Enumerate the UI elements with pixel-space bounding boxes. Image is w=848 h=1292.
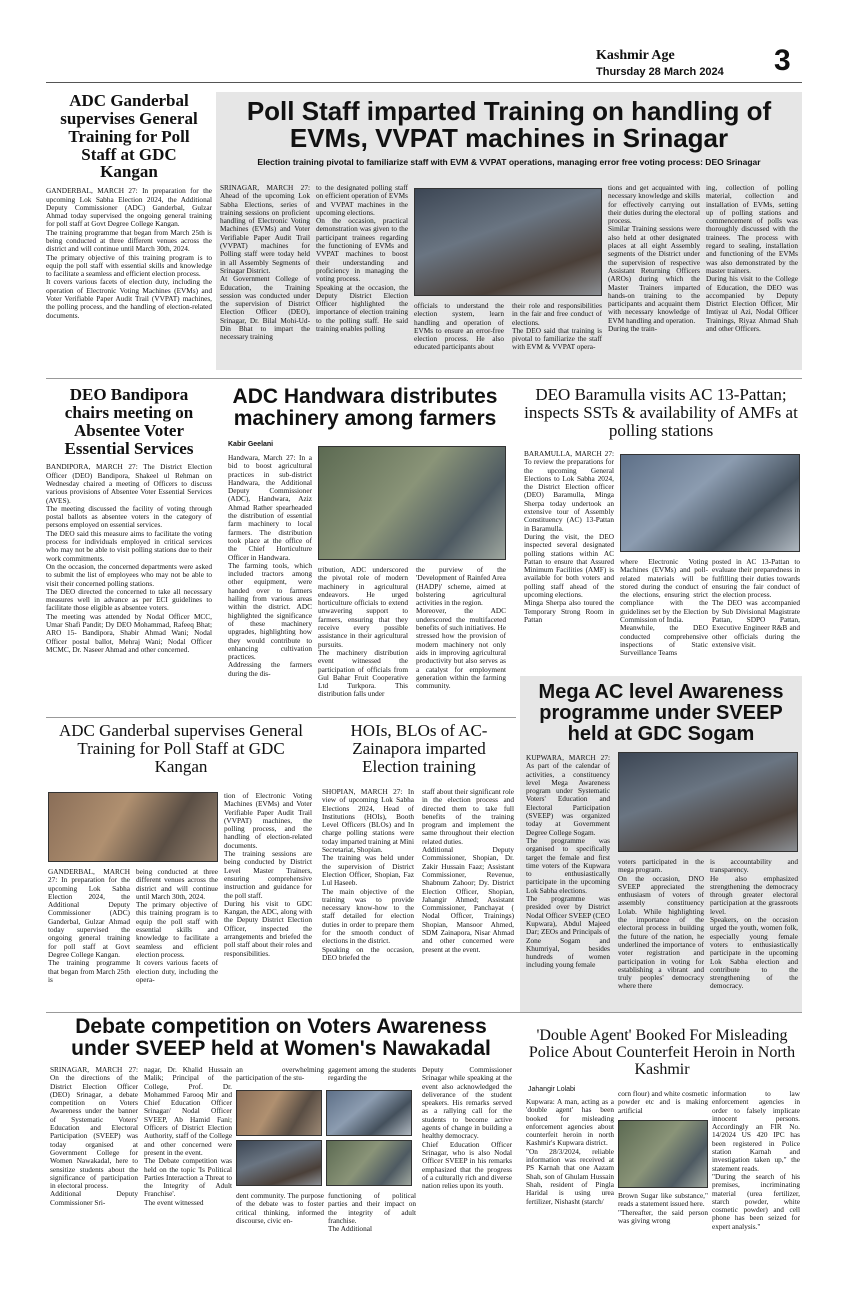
article-subtitle: Election training pivotal to familiarize staff with EVM & VVPAT operations, managing error free voting process: DEO Srinagar	[257, 156, 761, 167]
article-col-1: SRINAGAR, MARCH 27: Ahead of the upcoming Lok Sabha Elections, series of training sessions on proficient handling of Electronic Voting Machines (EVMs) and Voter Verifiable Paper Audit Trail (VVPAT) machines for Polling staff were today held in all Assembly Segments of Srinagar District. At Government College of Education, the Training session was conducted under the supervision of District Election Officer (DEO), Srinagar, Dr. Bilal Mohi-Ud-Din Bhat to impart the necessary training	[220, 183, 310, 342]
section-rule	[46, 1012, 802, 1013]
article-col-2: staff about their significant role in the election process and directed them to take full benefits of the training program and implement the same throughout their election related duties. Additional Deputy Commissioner, Shopian, Dr. Zakir Hussain Faaz; Assistant Commissioner, Revenue, Shabnum Zahoor; Dy. District Election Officer, Shopian, Jahangir Ahmed; Assistant Commissioner, Panchayat ( Nodal Officer, Trainings) Shopian, Mansoor Ahmed, SDM Zainapora, Nisar Ahmad and other concerned were present at the event.	[422, 787, 514, 954]
article-deo-baramulla	[520, 386, 802, 666]
article-headline: 'Double Agent' Booked For Misleading Police About Counterfeit Heroin in North Kashmir	[528, 1028, 796, 1078]
debate-photo-1	[236, 1090, 322, 1136]
article-col-4: their role and responsibilities in the fair and free conduct of elections. The DEO said that training is pivotal to familiarize the staff with EVM & VVPAT opera-	[512, 301, 602, 352]
awareness-photo	[618, 752, 798, 852]
article-col-1: Kupwara: A man, acting as a 'double agent' has been booked for misleading enforcement agencies about counterfeit heroin in north Kashmir's Kupwara district. "On 28/3/2024, reliable information was received at PS Karnah that one Aazam Shah, son of Ghulam Hussain Shah, resident of Pingla Haridal is using urea fertilizer, Nishasht (starch/	[526, 1097, 614, 1206]
article-col-2: tribution, ADC underscored the pivotal role of modern machinery in agricultural endeavors. He urged horticulture officials to extend unwavering support to farmers, ensuring that they receive every possible assistance in their agricultural pursuits. The machinery distribution event witnessed the participation of officials from Gul Bahar Fruit Cooperative Ltd Turkpora. This distribution falls under	[318, 565, 408, 699]
article-headline: HOIs, BLOs of AC-Zainapora imparted Election training	[350, 722, 488, 776]
article-col-5: Deputy Commissioner Srinagar while speaking at the event also acknowledged the deliverance of the student speakers. His remarks served as a rallying call for the students to become active agents of change in building a healthy democracy. Chief Education Officer Srinagar, who is also Nodal Officer SVEEP in his remarks emphasized that the progress of a culturally rich and diverse nation relies upon its youth.	[422, 1065, 512, 1191]
article-adc-ganderbal-1	[46, 92, 212, 372]
article-col-1: SHOPIAN, MARCH 27: In view of upcoming Lok Sabha Elections 2024, Head of Institutions (HOIs), Booth Level Officers (BLOs) and In charge polling stations were today imparted training at Mini Secretariat, Shopian. The training was held under the supervision of District Election Officer, Shopian, Faz Lul Haseeb. The main objective of the training was to provide necessary know-how to the staff detailed for election duties in order to prepare them for the smooth conduct of elections in the district. Speaking on the occasion, DEO briefed the	[322, 787, 414, 962]
article-col-3: posted in AC 13-Pattan to evaluate their preparedness in fulfilling their duties towards ensuring the fair conduct of the election process. The DEO was accompanied by Sub Divisional Magistrate Pattan, SDPO Pattan, Executive Engineer R&B and other officials during the extensive visit.	[712, 557, 800, 649]
training-photo	[48, 792, 218, 862]
article-col-2: voters participated in the mega program. On the occasion, DNO SVEEP appreciated the enthusiasm of voters of assembly constituency Lolab. While highlighting the importance of the electoral process in building the future of the nation, he underlined the importance of voter registration and participation in voting for establishing a vibrant and truly peoples' democracy where there	[618, 857, 704, 991]
article-col-3: the purview of the 'Development of Rainfed Area (HADP)' scheme, aimed at bolstering agricultural activities in the region. Moreover, the ADC underscored the multifaceted benefits of such initiatives. He stressed how the provision of modern machinery not only aids in improving agricultural productivity but also serves as a catalyst for employment generation within the farming community.	[416, 565, 506, 691]
article-col-3: an overwhelming participation of the stu-	[236, 1065, 324, 1083]
article-adc-handwara	[220, 386, 510, 716]
article-col-3: officials to understand the election system, learn handling and operation of EVMs to ensure an error-free election process. He also educated participants about	[414, 301, 504, 352]
machinery-photo	[318, 446, 506, 560]
article-body: GANDERBAL, MARCH 27: In preparation for the upcoming Lok Sabha Election 2024, the Additional Deputy Commissioner (ADC) Ganderbal, Gulzar Ahmad today supervised the ongoing general training for poll staff at Govt Degree College Kangan. The training programme that began from March 25th is being conducted at three different venues across the district and will continue until March 30th, 2024. The primary objective of this training program is to equip the poll staff with essential skills and knowledge to facilitate a seamless and efficient election process. It covers various facets of election duty, including the operation of Electronic Voting Machines (EVMs) and Voter Verifiable Paper Audit Trail (VVPAT) machines, the polling process, and the handling of election-related documents.	[46, 186, 212, 320]
article-headline: Mega AC level Awareness programme under SVEEP held at GDC Sogam	[538, 681, 784, 745]
article-hois-blos-zainapora	[320, 722, 518, 1008]
article-col-2: where Electronic Voting Machines (EVMs) and poll-related materials will be stored during the conduct of the elections, ensuring strict compliance with the guidelines set by the Election Commission of India. Meanwhile, the DEO conducted comprehensive inspections of Static Surveillance Teams	[620, 557, 708, 658]
debate-photo-2	[326, 1090, 412, 1136]
debate-photo-3	[236, 1140, 322, 1186]
page-number: 3	[774, 48, 791, 77]
article-double-agent	[522, 1028, 802, 1258]
article-col-4: gagement among the students regarding the	[328, 1065, 416, 1083]
article-col-3b: dent community. The purpose of the debate was to foster critical thinking, informed discourse, civic en-	[236, 1191, 324, 1225]
masthead-rule	[46, 82, 802, 83]
article-col-2: being conducted at three different venues across the district and will continue until March 30th, 2024. The primary objective of this training program is to equip the poll staff with essential skills and knowledge to facilitate a seamless and efficient election process. It covers various facets of election duty, including the opera-	[136, 867, 218, 984]
article-col-4b: functioning of political parties and their impact on the integrity of adult franchise. The Additional	[328, 1191, 416, 1234]
article-col-6: ing, collection of polling material, collection and installation of EVMs, setting up of polling stations and commencement of polls was thoroughly discussed with the trainees. The process with regard to sealing, installation and functioning of the EVMs was also demonstrated by the master trainers. During his visit to the College of Education, the DEO was accompanied by Deputy District Election Officer, Mir Imtiyaz ul Azi, Nodal Officer Trainings, Riyaz Ahmad Shah and other Officers.	[706, 183, 798, 334]
article-col-3: information to law enforcement agencies in order to falsely implicate innocent persons. Accordingly an FIR No. 14/2024 US 420 IPC has been registered in Police station Karnah and investigation taken up," the statement reads. "During the search of his premises, incriminating material (urea fertilizer, starch powder, white cosmetic powder) and cell phone has been seized for expert analysis."	[712, 1089, 800, 1231]
article-deo-bandipora	[46, 386, 212, 716]
masthead	[592, 48, 802, 82]
inspection-photo	[620, 454, 800, 552]
article-col-2: to the designated polling staff on efficient operation of EVMs and VVPAT machines in the upcoming elections. On the occasion, practical demonstration was given to the participant trainees regarding the functioning of EVMs and VVPAT machines to boost their understanding and proficiency in managing the voting process. Speaking at the occasion, the Deputy District Election Officer highlighted the importance of election training to the polling staff. He said training enables polling	[316, 183, 408, 334]
article-col-3: is accountability and transparency. He also emphasized strengthening the democracy through greater electoral participation at the grassroots level. Speakers, on the occasion urged the youth, women folk, especially young female voters to enthusiastically participate in the upcoming Lok Sabha election and contribute to the strengthening of the democracy.	[710, 857, 798, 991]
article-adc-ganderbal-2	[46, 722, 316, 1008]
article-headline: DEO Baramulla visits AC 13-Pattan; inspects SSTs & availability of AMFs at polling stations	[524, 386, 798, 440]
debate-photo-4	[326, 1140, 412, 1186]
article-col-1: Handwara, March 27: In a bid to boost agricultural practices in sub-district Handwara, the Additional Deputy Commissioner (ADC), Handwara, Aziz Ahmad Rather spearheaded the distribution of essential farm machinery to local farmers. The distribution took place at the office of the Chief Horticulture Officer in Handwara. The farming tools, which included tractors among other equipment, were handed over to farmers hailing from various areas within the district. ADC highlighted the significance of these machinery upgrades, highlighting how they would contribute to enhancing cultivation practices. Addressing the farmers during the dis-	[228, 453, 312, 678]
article-headline: ADC Ganderbal supervises General Training for Poll Staff at GDC Kangan	[60, 92, 198, 182]
police-photo	[618, 1120, 708, 1188]
article-headline: Debate competition on Voters Awareness under SVEEP held at Women's Nawakadal	[71, 1016, 491, 1061]
article-byline: Kabir Geelani	[228, 441, 274, 448]
article-body: BANDIPORA, MARCH 27: The District Election Officer (DEO) Bandipora, Shakeel ul Rehman on Wednesday chaired a meeting of Officers to discuss various provisions of Absentee Voter Essential Services (AVES). The meeting discussed the facility of voting through postal ballots as absentee voters in the category of persons employed on essential services. The DEO said this measure aims to facilitate the voting process for individuals employed in critical services who may not be able to visit polling stations due to their work commitments. On the occasion, the concerned departments were asked to submit the list of employees who may not be able to visit their concerned polling stations. The DEO directed the concerned to take all necessary measures well in advance as per ECI guidelines to facilitate those eligible as absentee voters. The meeting was attended by Nodal Officer MCC, Umar Shafi Pandit; Dy DEO Mohammad, Rafeeq Bhat; ARO 15- Bandipora, Shabir Ahmad Wani; Nodal Officer postal ballot, Mehraj Wani; Nodal Officer MCMC, Dr. Naseer Ahmad and other concerned.	[46, 462, 212, 654]
section-rule	[46, 717, 516, 718]
logo: Kashmir Age	[596, 48, 675, 63]
article-headline: Poll Staff imparted Training on handling of EVMs, VVPAT machines in Srinagar	[246, 96, 772, 154]
article-col-5: tions and get acquainted with necessary knowledge and skills for effectively carrying out their duties during the electoral process. Similar Training sessions were also held at other designated places at all eight Assembly segments of the District under the supervision of respective Assistant Returning Officers (AROs) during which the Master Trainers imparted hands-on training to the participants and acquaint them with necessary knowledge of EVM handling and operation. During the train-	[608, 183, 700, 334]
article-col-2: corn flour) and white cosmetic powder etc and is making artificial	[618, 1089, 708, 1115]
article-debate-nawakadal	[46, 1016, 516, 1256]
section-rule	[46, 378, 802, 379]
article-col-2: nagar, Dr. Khalid Hussain Malik; Principal of the College, Prof. Dr. Mohammed Farooq Mir and Chief Education Officer Srinagar/ Nodal Officer SVEEP, Ab Hamid Fani; Officers of District Election Authority, staff of the College and other concerned were present in the event. The Debate competition was held on the topic 'Is Political Parties Interaction a Threat to the Integrity of Adult Franchise'. The event witnessed	[144, 1065, 232, 1207]
article-col-1: GANDERBAL, MARCH 27: In preparation for the upcoming Lok Sabha Election 2024, the Additional Deputy Commissioner (ADC) Ganderbal, Gulzar Ahmad today supervised the ongoing general training for poll staff at Govt Degree College Kangan. The training programme that began from March 25th is	[48, 867, 130, 984]
article-col-2b: Brown Sugar like substance," reads a statement issued here. "Thereafter, the said person was giving wrong	[618, 1191, 708, 1225]
article-col-1: SRINAGAR, MARCH 27: On the directions of the District Election Officer (DEO) Srinagar, a debate competition on Voters Awareness under the banner of Systematic Voters' Education and Electoral Participation (SVEEP) was today organised at Government College for Women Nawakadal, here to sensitize students about the significance of participation in electoral process. Additional Deputy Commissioner Sri-	[50, 1065, 138, 1207]
article-col-1: KUPWARA, MARCH 27: As part of the calendar of activities, a constituency level Mega Awareness program under Systematic Voters' Education and Electoral Participation (SVEEP) was organized today at Government Degree College Sogam. The programme was organised to specifically target the female and first time voters of the Kupwara to enthusiastically participate in the upcoming Lok Sabha elections. The programme was presided over by District Nodal Officer SVEEP (CEO Kupwara), Abdul Majeed Dar; ZEOs and Principals of Zone Sogam and Khumriyal, besides hundreds of women including young female	[526, 753, 610, 970]
article-byline: Jahangir Lolabi	[528, 1086, 576, 1093]
article-headline: ADC Handwara distributes machinery among farmers	[232, 386, 498, 431]
article-headline: ADC Ganderbal supervises General Training for Poll Staff at GDC Kangan	[58, 722, 304, 776]
issue-date: Thursday 28 March 2024	[596, 66, 724, 78]
training-photo	[414, 188, 602, 296]
article-headline: DEO Bandipora chairs meeting on Absentee Voter Essential Services	[64, 386, 194, 458]
article-col-3: tion of Electronic Voting Machines (EVMs) and Voter Verifiable Paper Audit Trail (VVPAT) machines, the polling process, and the handling of election-related documents. The training sessions are being conducted by District Level Master Trainers, ensuring comprehensive instruction and guidance for the poll staff. During his visit to GDC Kangan, the ADC, along with the Deputy District Election Officer, inspected the arrangements and briefed the poll staff about their roles and responsibilities.	[224, 791, 312, 958]
article-mega-awareness-sogam	[520, 676, 802, 1012]
article-poll-staff-srinagar	[216, 92, 802, 370]
article-col-1: BARAMULLA, MARCH 27: To review the preparations for the upcoming General Elections to Lok Sabha 2024, the District Election officer (DEO) Baramulla, Minga Sherpa today undertook an extensive tour of Assembly Constituency (AC) 13-Pattan in Baramulla. During the visit, the DEO inspected several designated polling stations within AC Pattan to ensure that Assured Minimum Facilities (AMF) is available for both voters and polling staff ahead of the upcoming elections. Minga Sherpa also toured the Temporary Strong Room in Pattan	[524, 449, 614, 624]
